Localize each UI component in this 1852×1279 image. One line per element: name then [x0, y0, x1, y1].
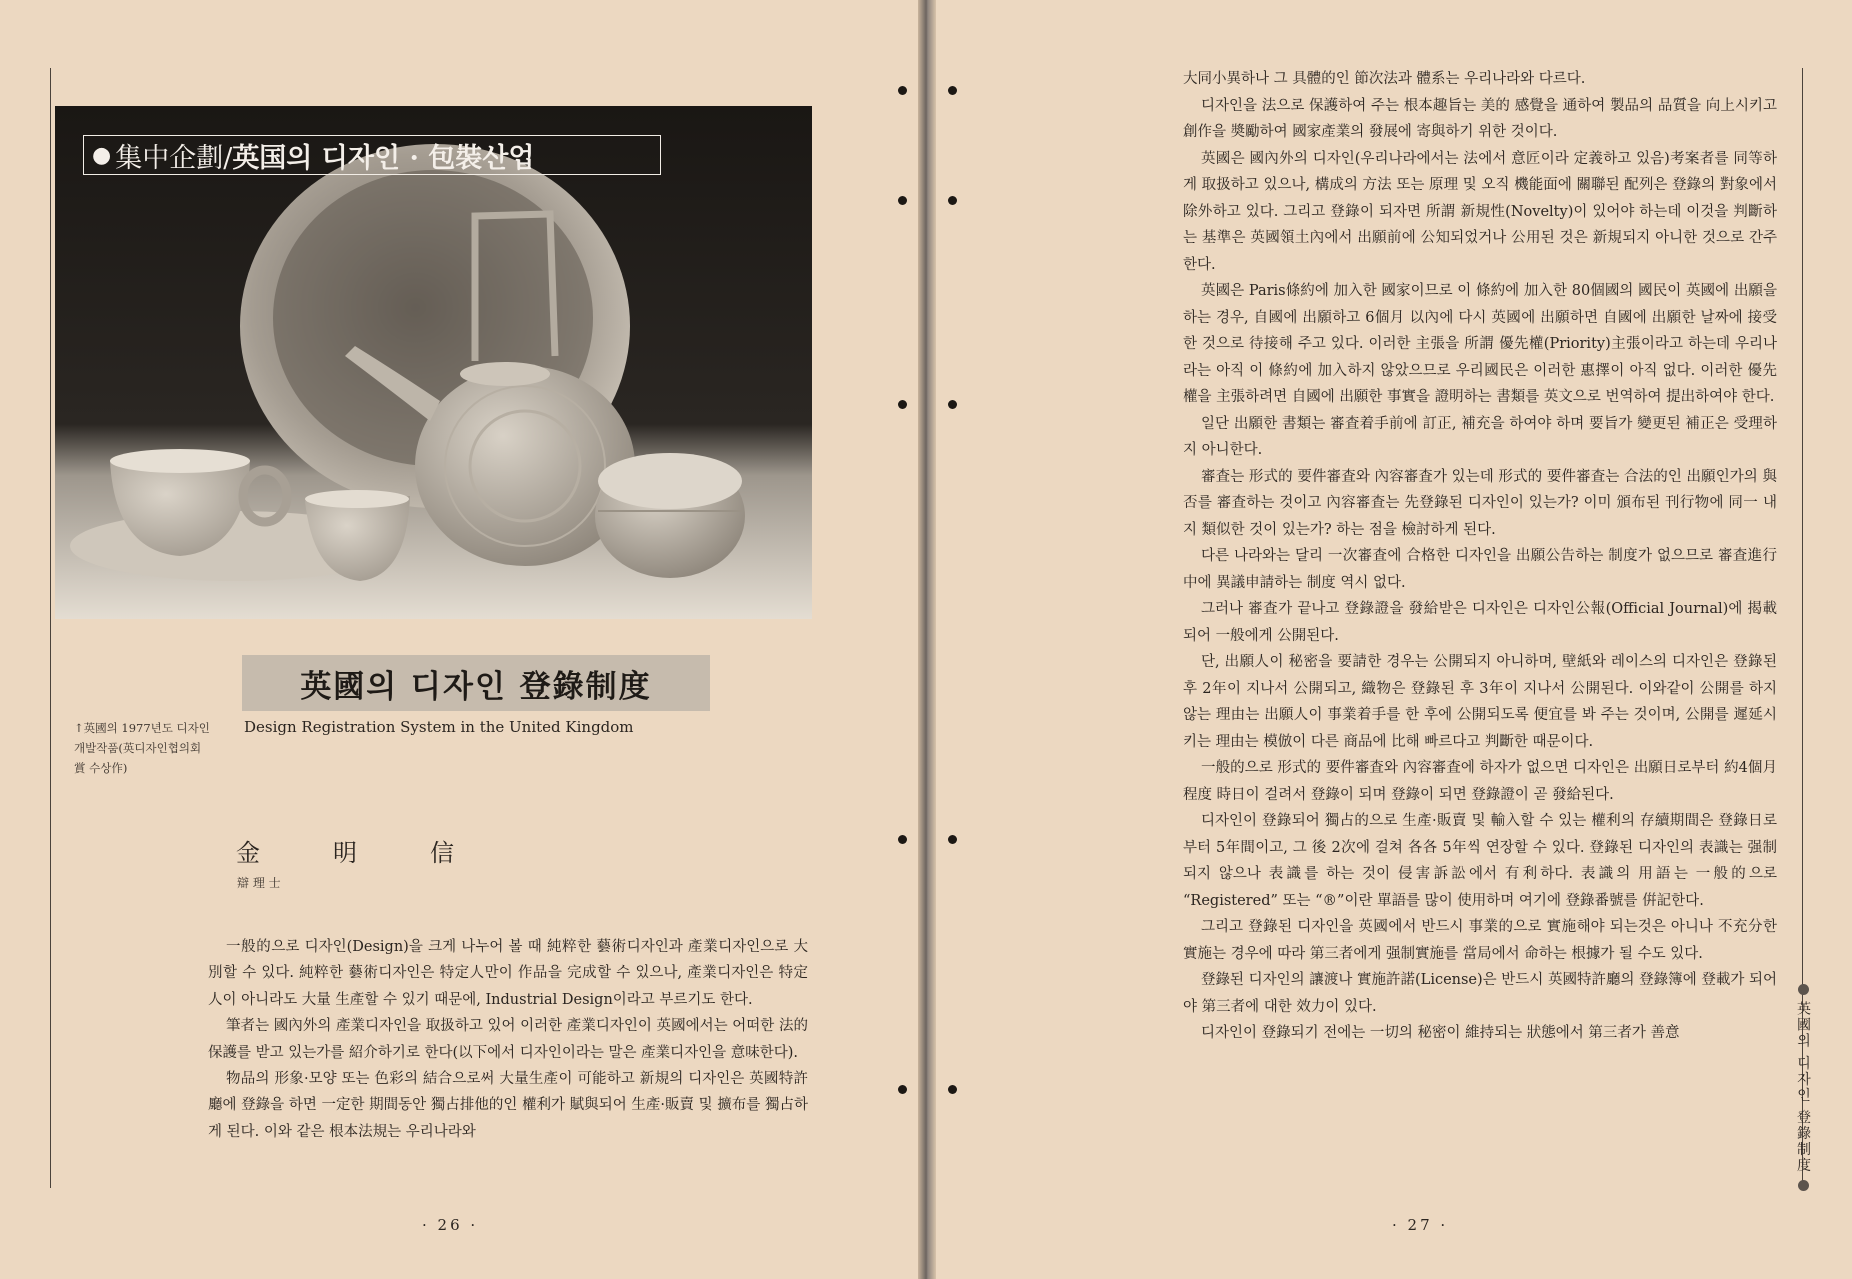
- binding-hole: [898, 400, 907, 409]
- left-page: [0, 0, 918, 1279]
- tab-bullet-icon: [1798, 984, 1809, 995]
- author-name: [236, 833, 456, 868]
- paragraph: 大同小異하나 그 具體的인 節次法과 體系는 우리나라와 다르다.: [1183, 71, 1586, 87]
- photo-caption: ↑英國의 1977년도 디자인 개발작품(英디자인협의회賞 수상作): [74, 721, 210, 775]
- paragraph: 英國은 Paris條約에 加入한 國家이므로 이 條約에 加入한 80個國의 國民이 英國에 出願을 하는 경우, 自國에 出願하고 6個月 以內에 다시 英國에 出願하면 自國에 出願한 날짜에 接受한 것으로 待接해 주고 있다. 이러한 主張을 所謂 優先權(Priority)主張이라고 하는데 우리나라는 아직 이 條約에 加入하지 않았으므로 우리國民은 이러한 惠擇이 아직 없다. 이러한 優先權을 主張하려면 自國에 出願한 事實을 證明하는 書類를 英文으로 번역하여 提出하여야 한다.: [1183, 283, 1777, 405]
- paragraph: 一般的으로 디자인(Design)을 크게 나누어 볼 때 純粹한 藝術디자인과 產業디자인으로 大別할 수 있다. 純粹한 藝術디자인은 特定人만이 作品을 完成할 수 있으나, 產業디자인은 特定人이 아니라도 大量 生產할 수 있기 때문에, Industrial Design이라고 부르기도 한다.: [208, 939, 808, 1008]
- product-photo: [55, 106, 812, 619]
- tab-bullet-icon: [1798, 1180, 1809, 1191]
- page-number: · 26 ·: [422, 1216, 479, 1234]
- paragraph: 筆者는 國內外의 產業디자인을 取扱하고 있어 이러한 產業디자인이 英國에서는 어떠한 法的 保護를 받고 있는가를 紹介하기로 한다(以下에서 디자인이라는 말은 產業디자인을 意味한다).: [208, 1018, 808, 1061]
- right-body-text: [1183, 66, 1777, 1047]
- paragraph: 審査는 形式的 要件審査와 內容審査가 있는데 形式的 要件審査는 合法的인 出願인가의 與否를 審査하는 것이고 內容審査는 先登錄된 디자인이 있는가? 이미 頒布된 刊行物에 同一 내지 類似한 것이 있는가? 하는 점을 檢討하게 된다.: [1183, 468, 1777, 538]
- running-head-text: 英國의 디자인 登錄制度: [1795, 1001, 1811, 1174]
- running-head-tab: [1792, 984, 1814, 1191]
- paragraph: 다른 나라와는 달리 一次審査에 合格한 디자인을 出願公告하는 制度가 없으므로 審査進行中에 異議申請하는 制度 역시 없다.: [1183, 548, 1777, 591]
- feature-banner: [83, 135, 661, 175]
- paragraph: 단, 出願人이 秘密을 要請한 경우는 公開되지 아니하며, 壁紙와 레이스의 디자인은 登錄된 후 2年이 지나서 公開되고, 織物은 登錄된 후 3年이 지나서 公開된다. 이와같이 公開를 하지 않는 理由는 出願人이 事業着手를 한 후에 公開되도록 便宜를 봐 주는 것이며, 公開를 遲延시키는 理由는 模倣이 다른 商品에 比해 빠르다고 判斷한 때문이다.: [1183, 654, 1777, 750]
- paragraph: 그러나 審査가 끝나고 登錄證을 發給받은 디자인은 디자인公報(Official Journal)에 揭載되어 一般에게 公開된다.: [1183, 601, 1777, 644]
- paragraph: 英國은 國內外의 디자인(우리나라에서는 法에서 意匠이라 定義하고 있음)考案者를 同等하게 取扱하고 있으나, 構成의 方法 또는 原理 및 오직 機能面에 關聯된 配列은 登錄의 對象에서 除外하고 있다. 그리고 登錄이 되자면 所謂 新規性(Novelty)이 있어야 하는데 이것을 判斷하는 基準은 英國領土內에서 出願前에 公知되었거나 公用된 것은 新規되지 아니한 것으로 간주한다.: [1183, 150, 1777, 273]
- binding-hole: [898, 835, 907, 844]
- article-title: 英國의 디자인 登錄制度: [242, 655, 710, 711]
- binding-hole: [948, 400, 957, 409]
- paragraph: 디자인이 登錄되어 獨占的으로 生產·販賣 및 輸入할 수 있는 權利의 存續期間은 登錄日로부터 5年間이고, 그 後 2次에 걸쳐 各各 5年씩 연장할 수 있다. 登錄된 디자인의 表識는 强制되지 않으나 表識를 하는 것이 侵害訴訟에서 有利하다. 表識의 用語는 一般的으로 “Registered” 또는 “®”이란 單語를 많이 使用하며 여기에 登錄番號를 倂記한다.: [1183, 813, 1777, 909]
- left-body-text: [208, 934, 808, 1145]
- author-title: 辯 理 士: [237, 876, 281, 890]
- tableware-illustration: [55, 106, 812, 619]
- paragraph: 디자인이 登錄되기 전에는 一切의 秘密이 維持되는 狀態에서 第三者가 善意: [1201, 1025, 1680, 1041]
- author-name-char: 金: [236, 839, 262, 867]
- book-gutter: [918, 0, 936, 1279]
- article-subtitle: Design Registration System in the United Kingdom: [244, 718, 634, 736]
- paragraph: 디자인을 法으로 保護하여 주는 根本趣旨는 美的 感覺을 通하여 製品의 品質을 向上시키고 創作을 奬勵하여 國家產業의 發展에 寄與하기 위한 것이다.: [1183, 97, 1777, 140]
- author-name-char: 信: [430, 839, 456, 867]
- banner-bullet: ●: [92, 142, 112, 168]
- paragraph: 그리고 登錄된 디자인을 英國에서 반드시 事業的으로 實施해야 되는것은 아니나 不充分한 實施는 경우에 따라 第三者에게 强制實施를 當局에서 命하는 根據가 될 수도 있다.: [1183, 919, 1777, 962]
- paragraph: 物品의 形象·모양 또는 色彩의 結合으로써 大量生產이 可能하고 新規의 디자인은 英國特許廳에 登錄을 하면 一定한 期間동안 獨占排他的인 權利가 賦與되어 生產·販賣 및 擴布를 獨占하게 된다. 이와 같은 根本法規는 우리나라와: [208, 1071, 808, 1140]
- page-number: · 27 ·: [1392, 1216, 1449, 1234]
- binding-hole: [898, 196, 907, 205]
- binding-hole: [898, 86, 907, 95]
- margin-rule: [50, 68, 51, 1188]
- paragraph: 일단 出願한 書類는 審査着手前에 訂正, 補充을 하여야 하며 要旨가 變更된 補正은 受理하지 아니한다.: [1183, 415, 1777, 458]
- binding-hole: [948, 835, 957, 844]
- paragraph: 一般的으로 形式的 要件審査와 內容審査에 하자가 없으면 디자인은 出願日로부터 約4個月程度 時日이 걸려서 登錄이 되며 登錄이 되면 登錄證이 곧 發給된다.: [1183, 760, 1777, 803]
- author-name-char: 明: [333, 839, 359, 867]
- binding-hole: [898, 1085, 907, 1094]
- binding-hole: [948, 86, 957, 95]
- banner-title: 英国의 디자인 · 包裝산업: [232, 142, 535, 174]
- binding-hole: [948, 196, 957, 205]
- binding-hole: [948, 1085, 957, 1094]
- banner-prefix: 集中企劃/: [115, 142, 233, 174]
- paragraph: 登錄된 디자인의 讓渡나 實施許諾(License)은 반드시 英國特許廳의 登錄簿에 登載가 되어야 第三者에 대한 效力이 있다.: [1183, 972, 1777, 1015]
